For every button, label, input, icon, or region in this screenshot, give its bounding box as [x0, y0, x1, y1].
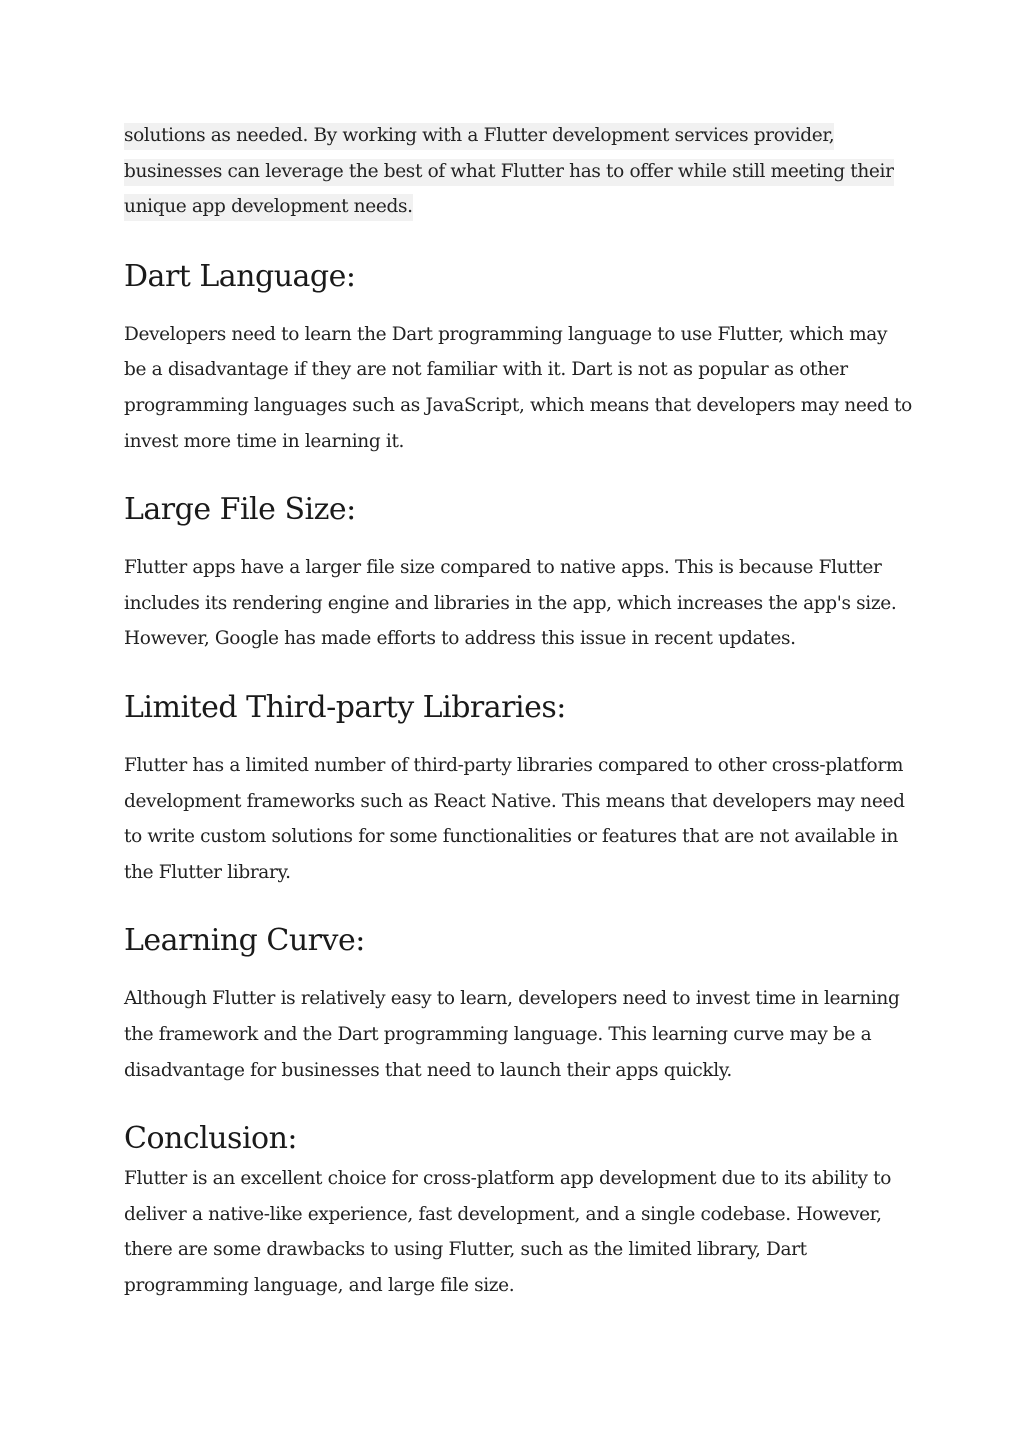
section-body-conclusion: Flutter is an excellent choice for cross-platform app development due to its ability to deliver a native-like experience, fast development, and a single codebase. However, there are some drawbacks to using Flutter, such as the limited library, Dart programming language, and large file size.: [124, 1168, 891, 1296]
section-body-learning-curve: Although Flutter is relatively easy to learn, developers need to invest time in learning the framework and the Dart programming language. This learning curve may be a disadvantage for businesses that need to launch their apps quickly.: [124, 988, 900, 1081]
intro-paragraph: [124, 118, 914, 225]
document-page: [124, 118, 914, 1303]
section-heading-large-file-size: Large File Size:: [124, 492, 356, 528]
section-heading-conclusion: Conclusion:: [124, 1121, 298, 1157]
section-body-large-file-size: Flutter apps have a larger file size compared to native apps. This is because Flutter includes its rendering engine and libraries in the app, which increases the app's size. However, Google has made efforts to address this issue in recent updates.: [124, 557, 897, 650]
section-heading-dart-language: Dart Language:: [124, 258, 356, 294]
section-body-limited-libraries: Flutter has a limited number of third-party libraries compared to other cross-platform development frameworks such as React Native. This means that developers may need to write custom solutions for some functionalities or features that are not available in the Flutter library.: [124, 754, 905, 883]
section-heading-learning-curve: Learning Curve:: [124, 923, 365, 959]
section-heading-limited-libraries: Limited Third-party Libraries:: [124, 689, 566, 725]
intro-highlighted-text: solutions as needed. By working with a Flutter development services provider, businesses can leverage the best of what Flutter has to offer while still meeting their unique app development needs.: [124, 123, 894, 221]
section-body-dart-language: Developers need to learn the Dart programming language to use Flutter, which may be a disadvantage if they are not familiar with it. Dart is not as popular as other programming languages such as JavaScript, which means that developers may need to invest more time in learning it.: [124, 323, 912, 452]
